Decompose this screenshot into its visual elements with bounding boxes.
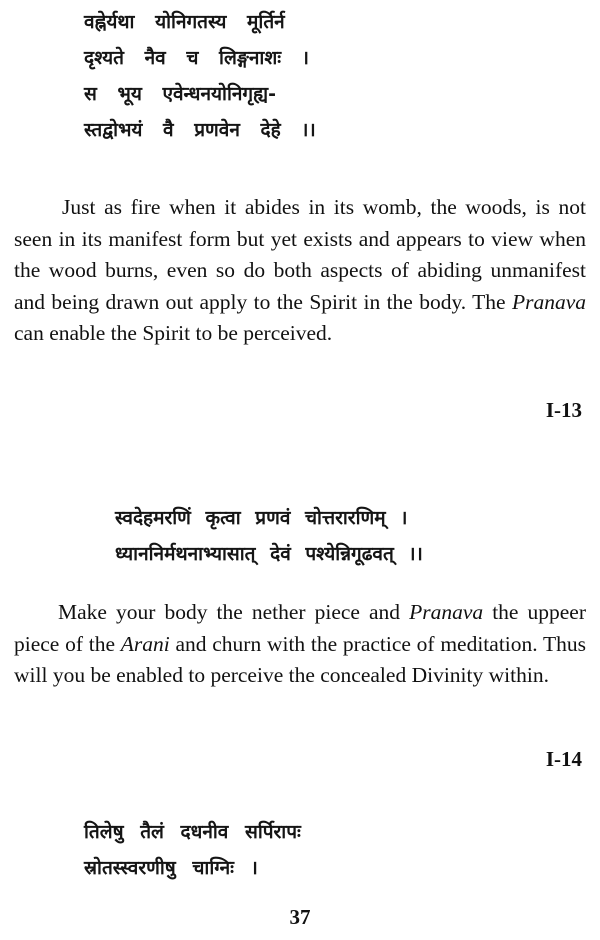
verse-reference-1: I-13 <box>545 398 582 422</box>
paragraph-text: Make your body the nether piece and <box>58 600 410 624</box>
verse-line: स भूय एवेन्धनयोनिगृह्य- <box>84 83 276 105</box>
sanskrit-verse-3 <box>84 814 301 886</box>
verse-line: स्रोतस्स्वरणीषु चाग्निः । <box>84 857 258 879</box>
page-number: 37 <box>289 905 311 929</box>
paragraph-text: and churn with the practice of meditation. Thus will you be enabled to perceive the concealed Divinity within. <box>14 631 586 687</box>
verse-line: तिलेषु तैलं दधनीव सर्पिरापः <box>84 821 301 843</box>
sanskrit-verse-2 <box>115 500 423 572</box>
italic-term: Pranava <box>511 289 586 314</box>
paragraph-text: the uppeer piece of the <box>14 600 586 656</box>
verse-line: वह्नेर्यथा योनिगतस्य मूर्तिर्न <box>84 11 285 33</box>
paragraph-text: Just as fire when it abides in its womb, the woods, is not seen in its manifest form but yet exists and appears to view when the wood burns, even so do both aspects of abiding unmanifest and being drawn out apply to the Spirit in the body. The <box>14 195 586 314</box>
italic-term: Arani <box>120 631 170 656</box>
sanskrit-verse-1 <box>84 4 316 148</box>
italic-term: Pranava <box>409 600 484 624</box>
verse-line: दृश्यते नैव च लिङ्गनाशः । <box>84 47 309 69</box>
translation-paragraph-1 <box>14 192 586 350</box>
translation-paragraph-2 <box>14 597 586 692</box>
verse-line: ध्याननिर्मथनाभ्यासात् देवं पश्येन्निगूढवत् ।। <box>115 543 423 565</box>
verse-line: स्वदेहमरणिं कृत्वा प्रणवं चोत्तरारणिम् । <box>115 507 408 529</box>
verse-line: स्तद्वोभयं वै प्रणवेन देहे ।। <box>84 119 316 141</box>
verse-reference-2: I-14 <box>545 747 582 771</box>
paragraph-text: can enable the Spirit to be perceived. <box>14 321 333 345</box>
